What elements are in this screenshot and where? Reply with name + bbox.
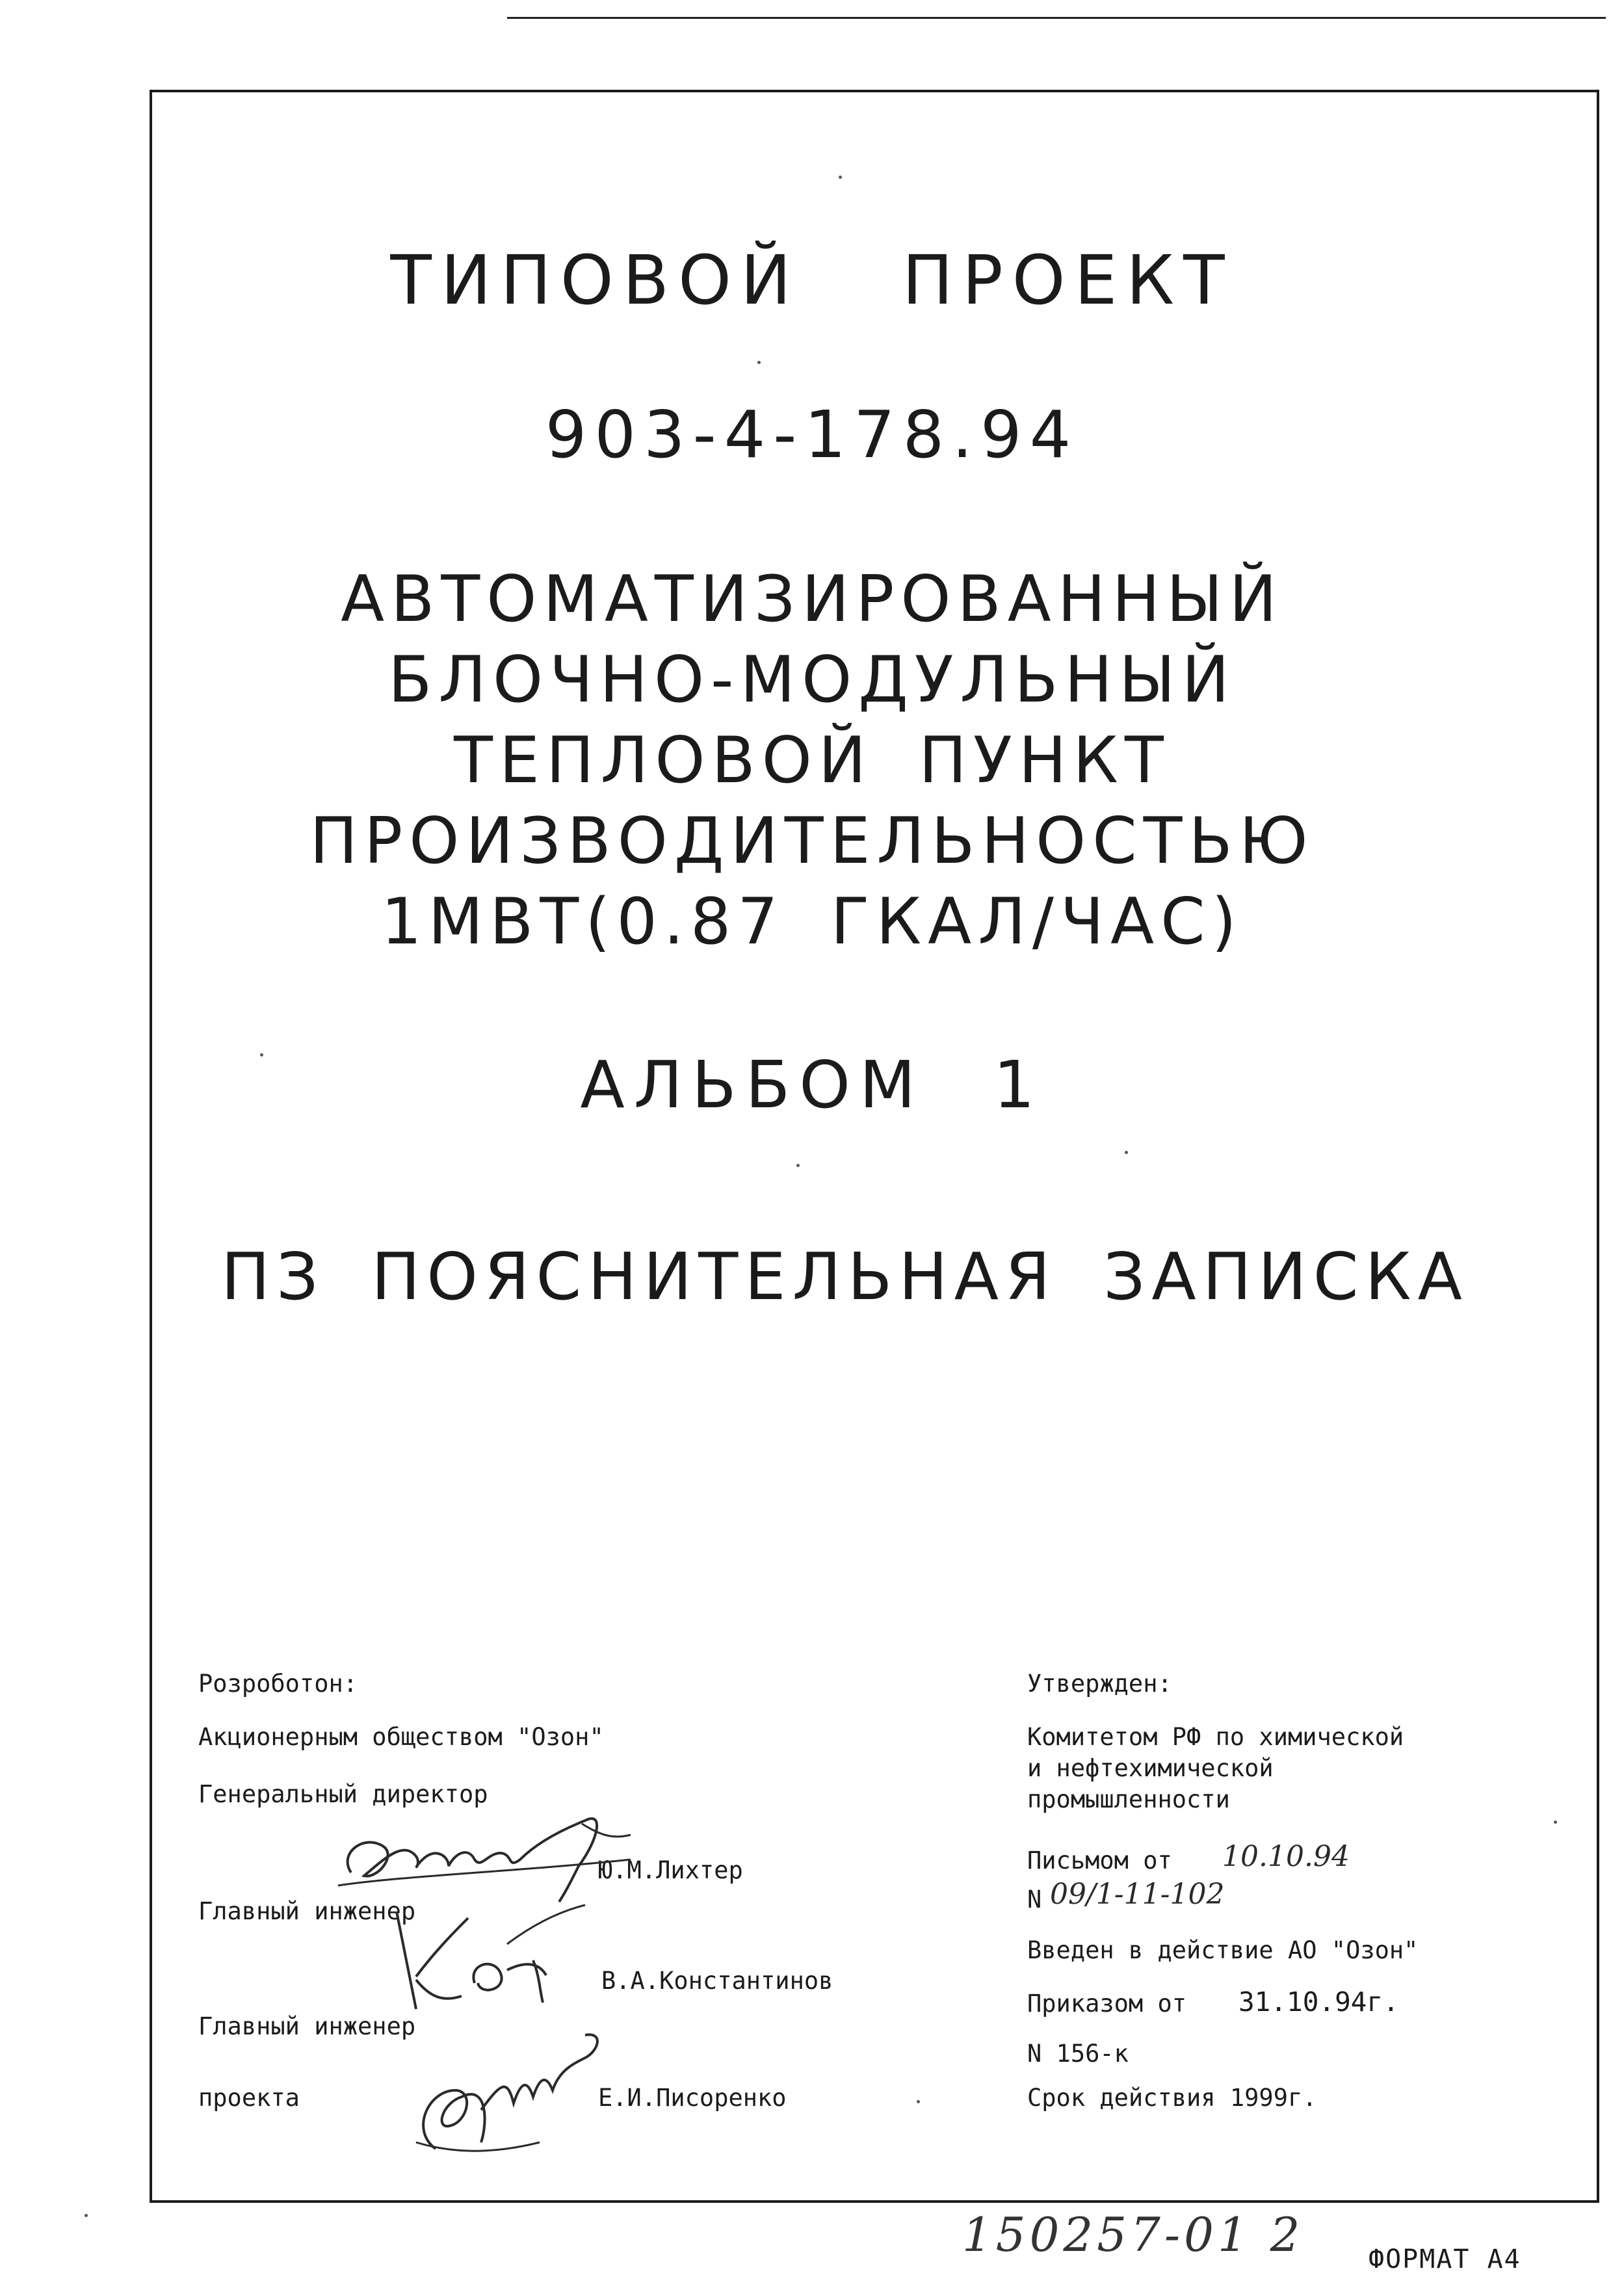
letter-number: 09/1-11-102 [1050,1878,1225,1911]
director-title: Генеральный директор [198,1780,488,1808]
director-name: Ю.М.Лихтер [598,1856,743,1884]
description-line: АВТОМАТИЗИРОВАННЫЙ [341,562,1283,637]
chief-engineer-name: В.А.Константинов [601,1967,833,1995]
scan-speck [839,176,842,179]
scan-speck [1554,1821,1557,1824]
order-number: N 156-к [1027,2040,1129,2068]
scan-speck [917,2100,920,2103]
order-label: Приказом от [1027,1990,1187,2018]
project-engineer-signature [390,2012,624,2162]
approver-org-line: промышленности [1027,1785,1230,1813]
enacted-text: Введен в действие АО "Озон" [1027,1936,1419,1964]
project-engineer-title: Главный инженер [198,2012,416,2040]
letter-number-label: N [1027,1886,1042,1913]
document-type: ТИПОВОЙ ПРОЕКТ [390,241,1234,320]
director-signature [325,1795,663,1912]
scan-speck [1125,1151,1128,1154]
approver-org-line: Комитетом РФ по химической [1027,1723,1404,1751]
developed-label: Розроботон: [198,1670,358,1698]
project-engineer-name: Е.И.Писоренко [598,2084,787,2112]
album-number: АЛЬБОМ 1 [580,1047,1044,1123]
approver-org-line: и нефтехимической [1027,1754,1274,1782]
section-title: ПЗ ПОЯСНИТЕЛЬНАЯ ЗАПИСКА [221,1239,1469,1315]
description-line: ПРОИЗВОДИТЕЛЬНОСТЬЮ [309,804,1315,878]
letter-label: Письмом от [1027,1847,1172,1874]
paper-format: ФОРМАТ А4 [1369,2244,1521,2274]
approved-label: Утвержден: [1027,1670,1172,1698]
scan-speck [757,361,761,364]
top-rule [507,17,1606,19]
scan-speck [260,1053,263,1057]
inventory-number: 150257-01 2 [962,2207,1304,2262]
scan-speck [85,2214,88,2217]
chief-engineer-title: Главный инженер [198,1897,416,1925]
description-line: ТЕПЛОВОЙ ПУНКТ [454,724,1170,798]
order-date: 31.10.94г. [1238,1986,1399,2018]
letter-date: 10.10.94 [1222,1840,1350,1873]
chief-engineer-signature [377,1899,611,2022]
project-description [0,559,1624,962]
developer-org: Акционерным обществом "Озон" [198,1723,604,1751]
project-engineer-title-2: проекта [198,2084,300,2112]
scan-speck [796,1164,800,1167]
project-code: 903-4-178.94 [545,397,1079,473]
description-line: БЛОЧНО-МОДУЛЬНЫЙ [388,643,1236,717]
validity-term: Срок действия 1999г. [1027,2084,1317,2112]
description-line: 1МВТ(0.87 ГКАЛ/ЧАС) [381,885,1243,959]
